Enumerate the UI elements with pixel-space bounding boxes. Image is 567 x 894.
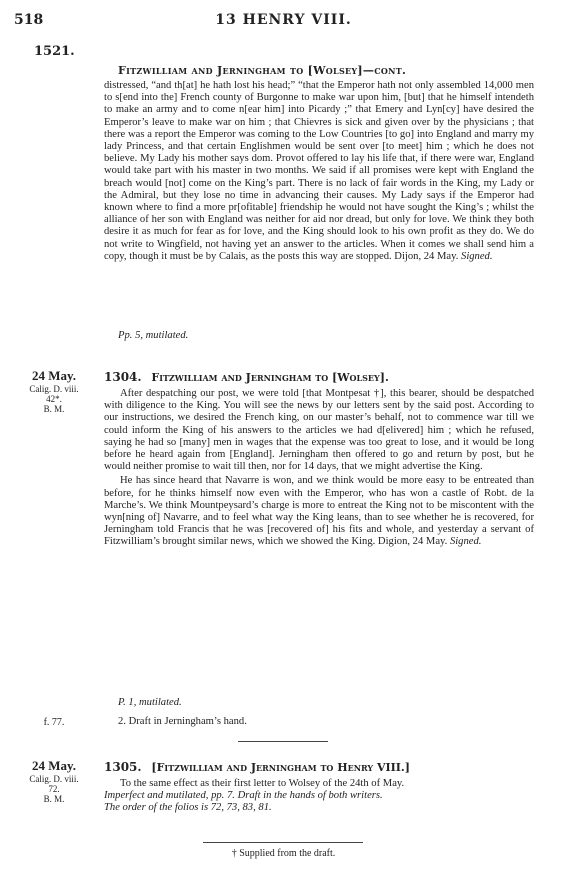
entry-paragraph: After despatching our post, we were told [that Montpesat †], this bearer, should be despatched with diligence to the King. You will see the news by our letters sent by the said post. According to our instructions, we desired the French king, on our master’s behalf, not to commence war till we could inform the King of his answers to the articles we had d[elivered] him ; which he refused, saying he had so [many] men in wages that the expense was too great to lose, and it would be long before he heard again from [England]. Jerningham then offered to go and return by post, but he would neither promise to wait till then, nor for 14 days, that we might advertise the King. [104,388,534,473]
folio-ref: f. 77. [43,717,65,728]
entry-body-1304 [104,388,534,549]
page-header [10,12,557,32]
ms-folio: 42*. [46,394,62,404]
margin-1305 [8,758,100,804]
physical-note: Imperfect and mutilated, pp. 7. Draft in the hands of both writers. [104,790,383,802]
signed-mark: Signed. [449,536,482,548]
entry-paragraph: To the same effect as their first letter to Wolsey of the 24th of May. [120,778,405,789]
paragraph-text: distressed, “and th[at] he hath lost his head;” “that the Emperor hath not only assembled 14,000 men to s[end into the] French county of Burgonne to make war upon him, [but] that he himself intendeth to make an army and to come n[ear him] into Picardy ;” that Emery and Lyn[cy] have desired the Emperor’s leave to make war on him ; that Chievres is sick and given over by the physicians ; that there was a report the Emperor was coming to the Low Countries [to go] into England and marry my lady Princess, and that certain Englishmen would be sent over [to meet] him ; which he does not believe. My Lady his mother says dom. Provot offered to lay his life that, if there were war, England would take part with his master in two months. We said if all promises were kept with England the breach would [not] come on the King’s part. There is no lack of fair words in the King, my Lady or the Admiral, but they lose no time in advancing their causes. My Lady says if the Emperor had known where to find a more pr[ofitable] friendship he would not have sought the King’s ; whilst the alliance of her son with England was neither for aid nor dread, but only for love. We think they both desire it as much for fear as for love, and the King should look to his own profit as they do. We do not write to Wingfield, not having yet an answer to the articles. When it comes we shall send him a copy, though it must be by Calais, as the posts this way are stopped. Dijon, 24 May. [104,80,534,262]
repository: B. M. [43,794,65,804]
running-head: 13 HENRY VIII. [215,12,352,28]
physical-note: P. 1, mutilated. [118,697,182,708]
entry-paragraph [104,80,534,263]
divider [238,741,328,742]
signed-mark: Signed. [461,250,493,262]
entry-number: 1304. [104,370,142,384]
paragraph-text: He has since heard that Navarre is won, and we think would be more easy to be entreated than before, for he thinks himself now even with the Emperor, who has won a castle of Robt. de la Marche’s. We think Mountpeysard’s charge is more to entreat the King not to be miscontent with the wyn[ning of] Navarre, and to feel what way the King leans, than to see whether he is recovered, for Jerningham told Francis that he was [recovered of] his fits and whole, and yesterday a servant of Fitzwilliam’s brought similar news, which we showed the King. Digion, 24 May. [104,475,534,548]
entry-number: 1305. [104,760,142,774]
margin-1304 [8,368,100,414]
entry-body-continued [104,80,534,263]
entry-date: 24 May. [31,758,77,773]
ms-folio: 72. [48,784,60,794]
entry-title-continued [118,64,406,77]
entry-heading-1305 [104,760,544,774]
year-marker: 1521. [34,44,75,59]
entry-paragraph [104,475,534,548]
draft-note: 2. Draft in Jerningham’s hand. [118,716,247,727]
footnote-rule [203,842,363,843]
footnote: † Supplied from the draft. [231,848,336,859]
ms-reference: Calig. D. viii. [29,774,79,784]
entry-title-text: Fitzwilliam and Jerningham to [Wolsey]—cont. [118,64,407,77]
page-number: 518 [14,12,44,28]
entry-title-text: Fitzwilliam and Jerningham to [Wolsey]. [151,371,389,384]
entry-heading-1304 [104,370,544,384]
entry-title-text: [Fitzwilliam and Jerningham to Henry VIII.] [151,761,410,774]
folio-order-note: The order of the folios is 72, 73, 83, 81. [104,802,272,814]
entry-body-1305 [104,778,534,815]
physical-note: Pp. 5, mutilated. [118,330,189,341]
entry-date: 24 May. [31,368,77,383]
ms-reference: Calig. D. viii. [29,384,79,394]
repository: B. M. [43,404,65,414]
